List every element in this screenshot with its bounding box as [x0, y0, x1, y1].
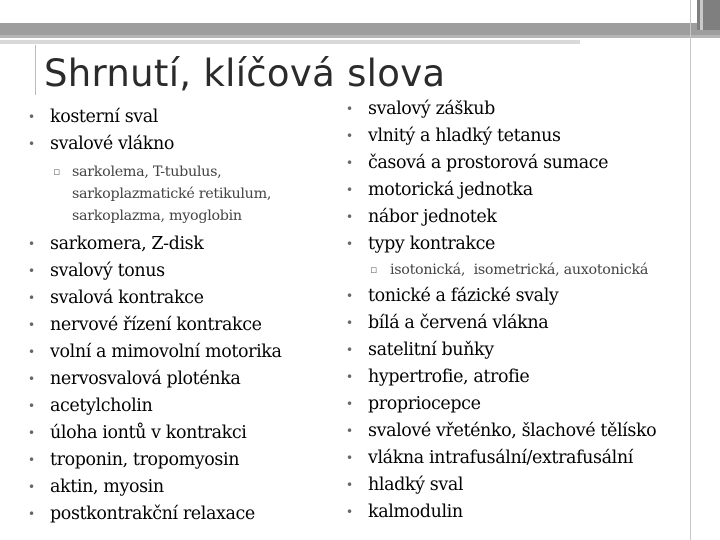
list-item [346, 364, 656, 391]
list-item-text: nábor jednotek [368, 207, 497, 227]
list-item-text: kalmodulin [368, 502, 463, 522]
bullet-glyph: • [28, 318, 35, 332]
bullet-glyph: • [346, 102, 353, 116]
list-item [346, 123, 656, 150]
bullet-glyph: • [346, 210, 353, 224]
bullet-glyph: • [346, 397, 353, 411]
left-sub-item [28, 161, 282, 227]
slide-title: Shrnutí, klíčová slova [44, 52, 446, 95]
list-item-text: časová a prostorová sumace [368, 153, 609, 173]
bullet-glyph: • [28, 399, 35, 413]
list-item [28, 285, 282, 312]
right-bottom-list [346, 283, 656, 526]
list-item-text: typy kontrakce [368, 234, 495, 254]
list-item-text: sarkomera, Z-disk [50, 234, 204, 254]
right-sub-item [346, 259, 656, 281]
title-left-rule [35, 45, 36, 95]
list-item-text: postkontrakční relaxace [50, 504, 255, 524]
list-item [28, 393, 282, 420]
bullet-glyph: • [28, 237, 35, 251]
list-item-text: hladký sval [368, 475, 464, 495]
list-item [28, 501, 282, 528]
list-item [346, 283, 656, 310]
list-item-text: troponin, tropomyosin [50, 450, 240, 470]
sub-bullet-glyph: ▫ [53, 165, 61, 178]
list-item [346, 445, 656, 472]
bullet-glyph: • [346, 478, 353, 492]
bullet-glyph: • [346, 370, 353, 384]
sub-item-text: sarkolema, T-tubulus, sarkoplazmatické retikulum, sarkoplazma, myoglobin [72, 164, 272, 224]
header-decor-faint-bar [0, 40, 580, 44]
bullet-glyph: • [346, 316, 353, 330]
sub-bullet-glyph: ▫ [370, 263, 378, 276]
list-item [346, 177, 656, 204]
list-item-text: úloha iontů v kontrakci [50, 423, 247, 443]
list-item [28, 339, 282, 366]
bullet-glyph: • [28, 291, 35, 305]
list-item-text: acetylcholin [50, 396, 153, 416]
bullet-glyph: • [346, 451, 353, 465]
bullet-glyph: • [28, 426, 35, 440]
list-item [28, 312, 282, 339]
list-item [346, 150, 656, 177]
list-item-text: vlnitý a hladký tetanus [368, 126, 561, 146]
bullet-glyph: • [346, 289, 353, 303]
list-item [346, 391, 656, 418]
bullet-glyph: • [28, 507, 35, 521]
list-item [28, 420, 282, 447]
slide-header-band [0, 0, 720, 22]
list-item-text: svalové vřeténko, šlachové tělísko [368, 421, 657, 441]
list-item [28, 258, 282, 285]
list-item-text: satelitní buňky [368, 340, 494, 360]
header-decor-bar [0, 23, 720, 35]
list-item-text: vlákna intrafusální/extrafusální [368, 448, 633, 468]
list-item [346, 418, 656, 445]
list-item [28, 447, 282, 474]
bullet-glyph: • [28, 453, 35, 467]
left-top-list [28, 104, 282, 158]
bullet-glyph: • [28, 110, 35, 124]
corner-decor-stripe [700, 0, 703, 30]
bullet-glyph: • [346, 505, 353, 519]
right-top-list [346, 96, 656, 258]
list-item [346, 337, 656, 364]
list-item-text: nervosvalová ploténka [50, 369, 241, 389]
bullet-glyph: • [346, 129, 353, 143]
list-item-text: tonické a fázické svaly [368, 286, 559, 306]
bullet-glyph: • [346, 343, 353, 357]
bullet-glyph: • [28, 137, 35, 151]
list-item [28, 474, 282, 501]
list-item-text: svalové vlákno [50, 134, 174, 154]
bullet-glyph: • [28, 372, 35, 386]
bullet-glyph: • [28, 480, 35, 494]
bullet-glyph: • [28, 345, 35, 359]
list-item-text: aktin, myosin [50, 477, 164, 497]
list-item [28, 104, 282, 131]
list-item [346, 96, 656, 123]
list-item-text: svalová kontrakce [50, 288, 204, 308]
bullet-glyph: • [28, 264, 35, 278]
list-item [346, 472, 656, 499]
right-column [346, 96, 656, 526]
sub-item-text: isotonická, isometrická, auxotonická [390, 262, 649, 278]
list-item [346, 204, 656, 231]
left-bottom-list [28, 231, 282, 528]
list-item-text: nervové řízení kontrakce [50, 315, 262, 335]
bullet-glyph: • [346, 424, 353, 438]
list-item [28, 131, 282, 158]
list-item-text: motorická jednotka [368, 180, 533, 200]
list-item [346, 499, 656, 526]
left-column [28, 104, 282, 528]
list-item-text: hypertrofie, atrofie [368, 367, 530, 387]
list-item-text: volní a mimovolní motorika [50, 342, 282, 362]
list-item [346, 231, 656, 258]
list-item-text: svalový tonus [50, 261, 165, 281]
list-item [346, 310, 656, 337]
right-frame-line [690, 0, 691, 540]
list-item-text: bílá a červená vlákna [368, 313, 549, 333]
list-item [28, 231, 282, 258]
list-item-text: svalový záškub [368, 99, 495, 119]
bullet-glyph: • [346, 237, 353, 251]
header-decor-line [0, 35, 720, 38]
bullet-glyph: • [346, 183, 353, 197]
list-item [28, 366, 282, 393]
list-item-text: kosterní sval [50, 107, 159, 127]
bullet-glyph: • [346, 156, 353, 170]
list-item-text: propriocepce [368, 394, 481, 414]
